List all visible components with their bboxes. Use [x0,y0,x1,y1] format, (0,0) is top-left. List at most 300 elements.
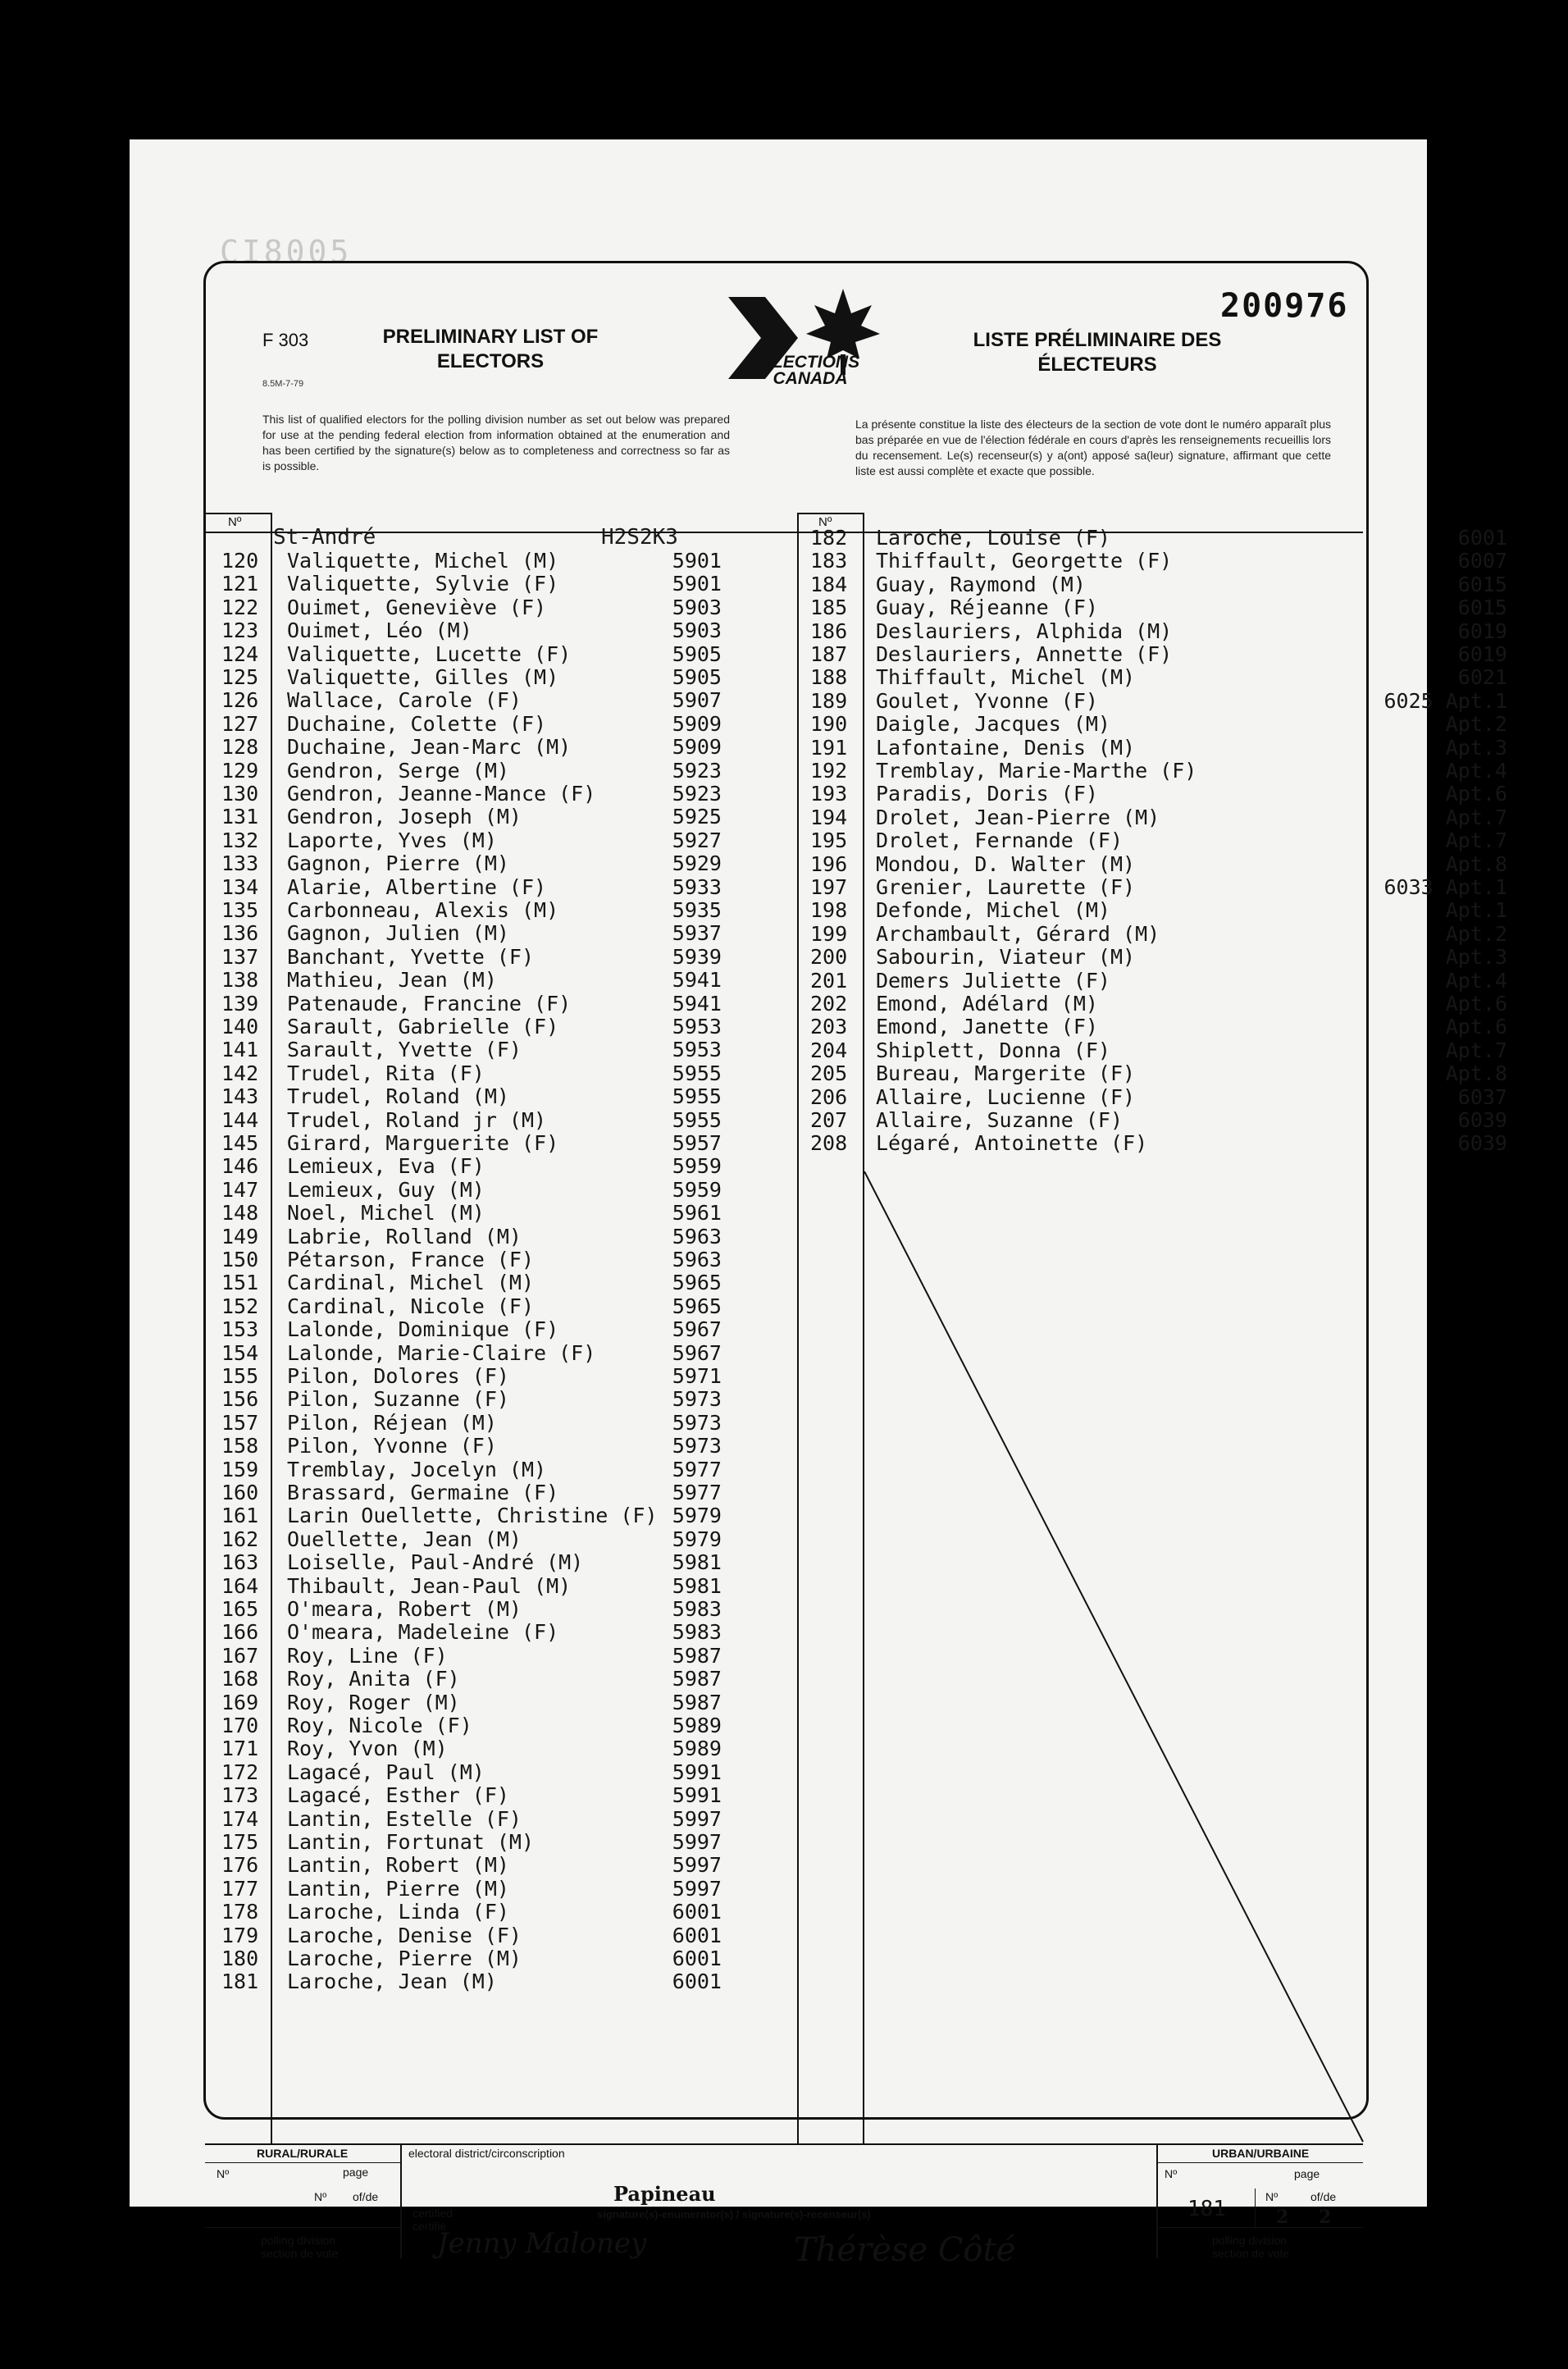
elector-row [810,899,1507,922]
elector-address: Apt.8 [1445,851,1507,876]
elector-number: 125 [221,665,259,689]
elector-row [221,1248,722,1271]
elector-row [221,946,722,969]
signature-label: signature(s)-enumerator(s) / signature(s)-recenseur(s) [597,2208,871,2221]
elector-row [810,690,1507,713]
elector-row [221,1831,722,1854]
elector-row [221,1458,722,1481]
urban-of-value: 2 [1319,2207,1332,2228]
elector-number: 187 [810,642,848,666]
elector-name: Lalonde, Dominique (F) [287,1317,559,1342]
header-box-left-side [271,513,272,533]
elector-row [810,760,1507,783]
elector-address: 6021 [1457,665,1507,690]
elector-row [221,1668,722,1691]
elector-name: Laroche, Linda (F) [287,1900,509,1924]
elector-number: 163 [221,1550,259,1575]
elector-address: Apt.8 [1445,1061,1507,1086]
elector-row [810,666,1507,689]
elector-address: 5965 [672,1294,722,1318]
elector-row [221,1551,722,1574]
elector-name: Valiquette, Sylvie (F) [287,572,559,596]
elector-address: 5967 [672,1317,722,1342]
elector-number: 156 [221,1387,259,1412]
center-column-line-left [797,513,799,2143]
elector-name: Demers Juliette (F) [876,968,1110,993]
elector-number: 153 [221,1317,259,1342]
elector-name: Pilon, Réjean (M) [287,1410,497,1435]
elector-row [221,1645,722,1668]
elector-address: 6007 [1457,549,1507,573]
elector-row [221,993,722,1016]
elector-number: 186 [810,618,848,643]
elector-name: Deslauriers, Annette (F) [876,642,1173,666]
elector-number: 131 [221,805,259,829]
elector-address: 5901 [672,572,722,596]
elector-name: Thibault, Jean-Paul (M) [287,1573,572,1598]
elector-address: 6025 Apt.1 [1383,688,1507,713]
elector-row [221,1132,722,1155]
intro-text-english: This list of qualified electors for the polling division number as set out below was prepared for use at the pending federal election from information obtained at the enumeration and has been certified by the signature(s) below as to completeness and correctness so far as is possible. [262,413,730,472]
elector-address: 5905 [672,641,722,666]
elector-address: 5979 [672,1527,722,1551]
elector-number: 199 [810,921,848,946]
elector-row [810,1016,1507,1038]
elector-name: Grenier, Laurette (F) [876,875,1136,899]
elector-row [221,1598,722,1621]
elector-address: Apt.4 [1445,968,1507,993]
elector-number: 146 [221,1154,259,1179]
elector-number: 190 [810,712,848,737]
elector-row [810,1086,1507,1109]
elector-address: Apt.6 [1445,992,1507,1016]
elector-address: 5955 [672,1107,722,1132]
elector-row [221,619,722,642]
elector-name: Larin Ouellette, Christine (F) [287,1504,658,1528]
elector-row [810,829,1507,852]
elector-address: 5941 [672,968,722,993]
elector-address: 5981 [672,1550,722,1575]
logo-wordmark: ELECTIONS CANADA [760,353,860,388]
elector-name: Gendron, Serge (M) [287,758,509,783]
elector-number: 151 [221,1271,259,1295]
postal-code: H2S2K3 [601,525,678,550]
elector-address: 5981 [672,1573,722,1598]
elector-address: 5977 [672,1481,722,1504]
elector-row [810,1062,1507,1085]
elector-row [810,527,1507,550]
elector-row [221,666,722,689]
elector-row [221,969,722,992]
elector-address: Apt.3 [1445,945,1507,970]
elector-name: Guay, Raymond (M) [876,572,1086,596]
elector-name: Defonde, Michel (M) [876,898,1110,923]
elector-address: 5959 [672,1154,722,1179]
elector-number: 164 [221,1573,259,1598]
elector-number: 155 [221,1364,259,1388]
elector-row [221,1691,722,1714]
enumerator-signature-2: Thérèse Côté [794,2231,1016,2269]
elector-name: Banchant, Yvette (F) [287,944,535,969]
elector-row [810,923,1507,946]
elector-name: Pilon, Yvonne (F) [287,1434,497,1458]
elector-row [221,922,722,945]
elector-number: 138 [221,968,259,993]
elector-address: 6001 [672,1900,722,1924]
elector-number: 123 [221,618,259,643]
certified-label-en: certified [413,2207,454,2220]
elector-number: 141 [221,1038,259,1062]
elector-name: Goulet, Yvonne (F) [876,688,1098,713]
elector-name: Roy, Anita (F) [287,1667,460,1691]
elector-name: Lantin, Pierre (M) [287,1876,509,1901]
elector-row [810,970,1507,993]
elector-name: Roy, Line (F) [287,1643,448,1668]
elector-number: 120 [221,549,259,573]
elector-name: Duchaine, Colette (F) [287,711,547,736]
elector-number: 203 [810,1015,848,1039]
elector-number: 180 [221,1947,259,1970]
elector-address: 5991 [672,1760,722,1784]
elector-row [221,1318,722,1341]
elector-name: Drolet, Fernande (F) [876,828,1124,853]
elector-name: Patenaude, Francine (F) [287,991,572,1016]
elector-row [221,1854,722,1877]
elector-address: 6039 [1457,1131,1507,1156]
elector-row [810,946,1507,969]
elector-row [221,1226,722,1248]
title-english: PRELIMINARY LIST OF ELECTORS [382,326,599,372]
elector-number: 189 [810,688,848,713]
elector-address: 6015 [1457,572,1507,596]
elector-row [810,550,1507,573]
elector-number: 174 [221,1806,259,1831]
elector-number: 206 [810,1084,848,1109]
elector-address: 5997 [672,1876,722,1901]
elector-name: Shiplett, Donna (F) [876,1038,1110,1062]
elector-address: 6001 [1457,526,1507,550]
elector-number: 171 [221,1737,259,1761]
elector-address: 5903 [672,618,722,643]
elector-address: Apt.1 [1445,898,1507,923]
footer-rural-bottom [205,2227,400,2228]
elector-number: 127 [221,711,259,736]
cancelled-area-diagonal [864,1171,1365,2143]
elector-row [221,1271,722,1294]
elector-row [221,1435,722,1458]
elector-number: 198 [810,898,848,923]
footer-urban-line [1158,2162,1363,2163]
elector-address: 5961 [672,1201,722,1226]
elector-address: Apt.2 [1445,921,1507,946]
elector-number: 175 [221,1830,259,1854]
elector-number: 205 [810,1061,848,1086]
elector-name: Ouimet, Geneviève (F) [287,595,547,619]
elector-row [221,1016,722,1038]
elector-row [221,1924,722,1947]
elector-number: 154 [221,1340,259,1365]
elector-row [221,1878,722,1901]
elector-number: 134 [221,874,259,899]
elector-name: Lafontaine, Denis (M) [876,735,1136,760]
elector-address: Apt.6 [1445,782,1507,806]
elector-address: 5967 [672,1340,722,1365]
elector-row [810,573,1507,596]
header-box-right [797,513,863,514]
elector-number: 172 [221,1760,259,1784]
elector-row [221,1714,722,1737]
elector-row [221,713,722,736]
elector-row [221,1901,722,1924]
elector-number: 149 [221,1224,259,1248]
street-name: St-André [273,525,376,550]
elector-address: 5987 [672,1667,722,1691]
elector-address: 6015 [1457,596,1507,620]
elector-name: Lemieux, Eva (F) [287,1154,485,1179]
elector-name: Laroche, Pierre (M) [287,1947,522,1970]
elector-name: Lagacé, Paul (M) [287,1760,485,1784]
elector-name: Ouimet, Léo (M) [287,618,472,643]
elector-row [221,783,722,806]
elector-row [221,1947,722,1970]
elector-number: 207 [810,1108,848,1132]
elector-address: 6001 [672,1923,722,1947]
elector-row [810,1109,1507,1132]
elector-address: 5909 [672,735,722,760]
urban-page-no-label: Nº [1265,2190,1279,2203]
elector-row [810,1132,1507,1155]
elector-number: 122 [221,595,259,619]
elector-name: Mondou, D. Walter (M) [876,851,1136,876]
elector-row [221,1085,722,1108]
elector-row [221,760,722,783]
elector-number: 150 [221,1248,259,1271]
elector-address: 5979 [672,1504,722,1528]
elector-name: Lemieux, Guy (M) [287,1177,485,1202]
elector-row [221,876,722,899]
elector-row [221,829,722,852]
elector-number: 162 [221,1527,259,1551]
district-label: electoral district/circonscription [408,2147,565,2160]
elector-number: 182 [810,526,848,550]
elector-address: Apt.2 [1445,712,1507,737]
elector-number: 168 [221,1667,259,1691]
elector-number: 126 [221,688,259,713]
elector-name: Gendron, Joseph (M) [287,805,522,829]
elector-number: 157 [221,1410,259,1435]
elector-row [221,1481,722,1504]
elector-address: 5933 [672,874,722,899]
elector-name: Allaire, Lucienne (F) [876,1084,1136,1109]
urban-polling-division-fr: section de vote [1212,2247,1290,2260]
form-print-code: 8.5M-7-79 [262,379,304,389]
elector-name: Daigle, Jacques (M) [876,712,1110,737]
elector-number: 188 [810,665,848,690]
elector-row [810,620,1507,643]
elector-name: Roy, Nicole (F) [287,1714,472,1737]
elector-row [221,1155,722,1178]
urban-no-label: Nº [1165,2167,1178,2180]
elector-number: 176 [221,1853,259,1878]
elector-address: 6019 [1457,618,1507,643]
elector-number: 181 [221,1970,259,1994]
elector-name: Laroche, Denise (F) [287,1923,522,1947]
elector-number: 135 [221,898,259,922]
elector-name: Emond, Janette (F) [876,1015,1098,1039]
elector-row [221,736,722,759]
elector-row [221,689,722,712]
elector-name: Allaire, Suzanne (F) [876,1108,1124,1132]
elector-address: Apt.4 [1445,759,1507,783]
elector-number: 136 [221,921,259,946]
elector-number: 204 [810,1038,848,1062]
elector-name: Thiffault, Georgette (F) [876,549,1173,573]
elector-number: 130 [221,782,259,806]
elector-number: 202 [810,992,848,1016]
elector-number: 147 [221,1177,259,1202]
elector-address: 6033 Apt.1 [1383,875,1507,899]
elector-address: 5923 [672,758,722,783]
footer-urban-bottom [1158,2227,1363,2228]
elector-address: 5957 [672,1131,722,1155]
elector-name: Labrie, Rolland (M) [287,1224,522,1248]
rural-page-no-label: Nº [314,2190,327,2203]
elector-address: 5997 [672,1830,722,1854]
elector-row [810,806,1507,829]
certified-label-fr: certifié [413,2220,447,2233]
elector-number: 165 [221,1597,259,1621]
elector-number: 144 [221,1107,259,1132]
elector-row [810,853,1507,876]
elector-row [810,1039,1507,1062]
elector-number: 140 [221,1015,259,1038]
elector-address: 5983 [672,1620,722,1645]
elector-name: Laporte, Yves (M) [287,828,497,852]
elector-address: 5989 [672,1714,722,1737]
elector-number: 183 [810,549,848,573]
elector-row [221,1412,722,1435]
elector-name: Gagnon, Pierre (M) [287,851,509,876]
elector-name: Sarault, Gabrielle (F) [287,1015,559,1038]
elector-row [221,1365,722,1388]
elector-number: 139 [221,991,259,1016]
elector-number: 124 [221,641,259,666]
elector-name: Pétarson, France (F) [287,1248,535,1271]
elector-name: Tremblay, Jocelyn (M) [287,1457,547,1481]
elector-row [221,1179,722,1202]
elector-row [221,596,722,619]
elector-row [810,876,1507,899]
elector-address: 5925 [672,805,722,829]
elector-number: 200 [810,945,848,970]
elector-number: 142 [221,1061,259,1085]
number-header-right: Nº [818,515,832,529]
elector-address: 5907 [672,688,722,713]
elector-name: Bureau, Margerite (F) [876,1061,1136,1086]
elector-address: Apt.7 [1445,805,1507,829]
elector-row [221,1504,722,1527]
header-box-left [205,513,271,514]
urban-polling-division-en: polling division [1212,2234,1288,2247]
footer-urban-divider [1156,2143,1158,2258]
intro-text-french: La présente constitue la liste des électeurs de la section de vote dont le numéro apparaît plus bas préparée en vue de l'élection fédérale en cours d'après les renseignements recueillis lors du recensement. Le(s) recenseur(s) y a(ont) apposé sa(leur) signature, affirmant que cette liste est aussi complète et exacte que possible. [855,418,1331,477]
elector-row [221,1038,722,1061]
elector-address: 5901 [672,549,722,573]
elector-name: Archambault, Gérard (M) [876,921,1160,946]
elector-name: Laroche, Jean (M) [287,1970,497,1994]
elector-address: 5977 [672,1457,722,1481]
faded-stamp: CI8005 [220,234,353,270]
elector-name: Mathieu, Jean (M) [287,968,497,993]
rural-page-label: page [343,2166,369,2179]
elector-row [810,737,1507,760]
elector-name: Duchaine, Jean-Marc (M) [287,735,572,760]
elector-name: Drolet, Jean-Pierre (M) [876,805,1160,829]
elector-name: Girard, Marguerite (F) [287,1131,559,1155]
elector-row [810,596,1507,619]
elector-address: 6001 [672,1947,722,1970]
number-header-left: Nº [228,515,242,529]
rural-label: RURAL/RURALE [257,2147,349,2160]
elector-name: Loiselle, Paul-André (M) [287,1550,584,1575]
elector-row [221,1808,722,1831]
elector-address: 5903 [672,595,722,619]
elector-name: Thiffault, Michel (M) [876,665,1136,690]
form-document [130,139,1507,2269]
elector-number: 129 [221,758,259,783]
elector-address: 5987 [672,1690,722,1714]
elector-name: Légaré, Antoinette (F) [876,1131,1148,1156]
elector-address: 5971 [672,1364,722,1388]
elector-number: 192 [810,759,848,783]
elector-address: 5997 [672,1806,722,1831]
footer-urban-split [1255,2189,1256,2227]
elector-address: 5963 [672,1248,722,1271]
elector-address: 5963 [672,1224,722,1248]
footer-rural-line [205,2162,400,2163]
elector-name: Lagacé, Esther (F) [287,1783,509,1808]
elector-number: 191 [810,735,848,760]
elector-number: 167 [221,1643,259,1668]
elector-address: 5965 [672,1271,722,1295]
elector-number: 133 [221,851,259,876]
district-value: Papineau [613,2182,716,2206]
polling-division-number: 181 [1187,2197,1226,2221]
elector-number: 160 [221,1481,259,1504]
elector-name: Cardinal, Nicole (F) [287,1294,535,1318]
elector-address: Apt.6 [1445,1015,1507,1039]
elector-name: Cardinal, Michel (M) [287,1271,535,1295]
elector-number: 145 [221,1131,259,1155]
elector-name: Laroche, Louise (F) [876,526,1110,550]
elector-name: Guay, Réjeanne (F) [876,596,1098,620]
enumerator-signature-1: Jenny Maloney [437,2227,647,2260]
footer-top-rule [205,2143,1363,2145]
elector-number: 208 [810,1131,848,1156]
elector-address: 6001 [672,1970,722,1994]
elector-number: 185 [810,596,848,620]
elector-name: Roy, Roger (M) [287,1690,460,1714]
elector-name: O'meara, Madeleine (F) [287,1620,559,1645]
elector-number: 184 [810,572,848,596]
elector-number: 195 [810,828,848,853]
elector-address: 5905 [672,665,722,689]
elector-name: Roy, Yvon (M) [287,1737,448,1761]
elector-number: 152 [221,1294,259,1318]
rural-polling-division-en: polling division [261,2234,336,2247]
urban-label: URBAN/URBAINE [1212,2147,1310,2160]
elector-row [221,806,722,828]
